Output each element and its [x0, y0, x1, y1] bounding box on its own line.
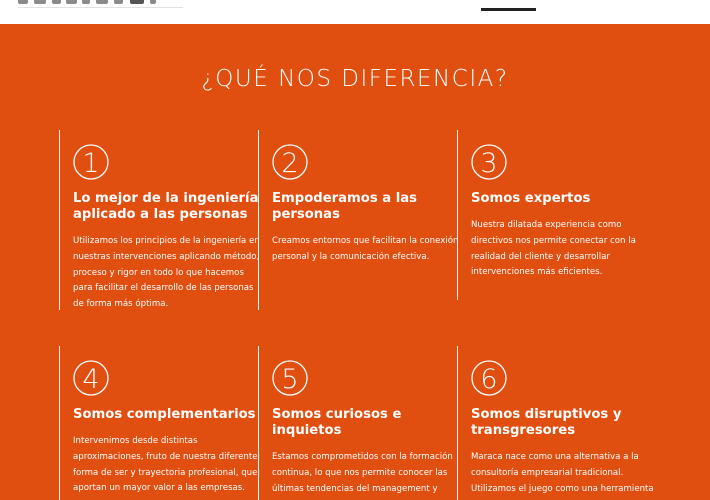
feature-description: Intervenimos desde distintas aproximaciones, fruto de nuestra diferente forma de ser y trayectoria profesional, que aportan un mayor valor a las empresas. [73, 436, 258, 494]
svg-text:3: 3 [480, 148, 498, 179]
feature-card-6 [457, 346, 661, 500]
svg-text:4: 4 [82, 364, 100, 395]
svg-text:1: 1 [82, 148, 100, 179]
feature-card-2 [258, 130, 462, 310]
feature-description: Utilizamos los principios de la ingeniería en nuestras intervenciones aplicando método, proceso y rigor en todo lo que hacemos para facilitar el desarrollo de las personas de forma más óptima. [73, 236, 260, 310]
feature-card-3 [457, 130, 661, 300]
svg-text:6: 6 [480, 364, 498, 395]
feature-title: Somos curiosos e inquietos [272, 407, 402, 438]
feature-title: Empoderamos a las personas [272, 191, 418, 222]
feature-title: Somos complementarios [73, 407, 256, 422]
feature-description: Creamos entornos que facilitan la conexión personal y la comunicación efectiva. [272, 236, 459, 262]
svg-text:5: 5 [281, 364, 299, 395]
number-six-icon [471, 360, 507, 396]
number-five-icon [272, 360, 308, 396]
feature-description: Estamos comprometidos con la formación continua, lo que nos permite conocer las últimas tendencias del management y [272, 452, 453, 494]
number-one-icon [73, 144, 109, 180]
number-four-icon [73, 360, 109, 396]
feature-title: Somos disruptivos y transgresores [471, 407, 622, 438]
active-nav-indicator[interactable] [481, 8, 536, 11]
site-logo[interactable] [18, 0, 183, 8]
feature-card-1 [59, 130, 263, 310]
differentiators-section [0, 24, 710, 500]
feature-card-5 [258, 346, 462, 500]
feature-description: Maraca nace como una alternativa a la consultoría empresarial tradicional. Utilizamos el juego como una herramienta [471, 452, 654, 494]
site-header [0, 0, 710, 24]
number-two-icon [272, 144, 308, 180]
feature-description: Nuestra dilatada experiencia como directivos nos permite conectar con la realidad del cliente y desarrollar intervenciones más eficientes. [471, 220, 636, 278]
svg-text:2: 2 [281, 148, 299, 179]
section-title: ¿QUÉ NOS DIFERENCIA? [201, 66, 509, 92]
feature-title: Somos expertos [471, 191, 591, 206]
number-three-icon [471, 144, 507, 180]
feature-card-4 [59, 346, 263, 500]
feature-title: Lo mejor de la ingeniería aplicado a las personas [73, 191, 259, 222]
